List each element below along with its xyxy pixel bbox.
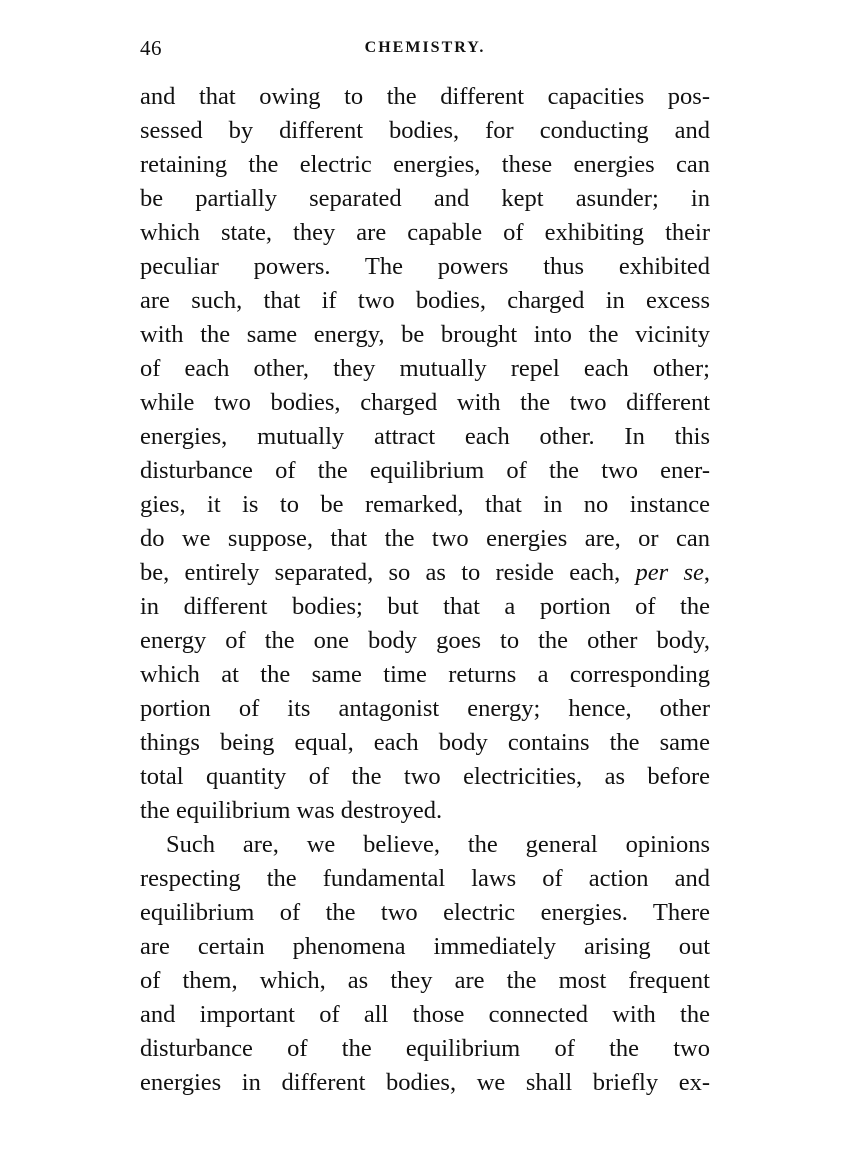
text-line: disturbance of the equilibrium of the two ener- (140, 457, 710, 484)
text-line: be, entirely separated, so as to reside each, per se, (140, 559, 710, 586)
page-number: 46 (140, 36, 162, 60)
running-title: CHEMISTRY. (364, 39, 486, 56)
text-line: sessed by different bodies, for conducting and (140, 117, 710, 144)
text-line: do we suppose, that the two energies are, or can (140, 525, 710, 552)
text-line: peculiar powers. The powers thus exhibited (140, 253, 710, 280)
text-line: total quantity of the two electricities, as before (140, 763, 710, 790)
text-line: respecting the fundamental laws of action and (140, 865, 710, 892)
paragraph-first-line: Such are, we believe, the general opinions (166, 831, 710, 858)
text-line: of each other, they mutually repel each other; (140, 355, 710, 382)
page-header (140, 36, 710, 62)
text-line: while two bodies, charged with the two different (140, 389, 710, 416)
text-line: are certain phenomena immediately arising out (140, 933, 710, 960)
text-line: with the same energy, be brought into the vicinity (140, 321, 710, 348)
text-line: energies in different bodies, we shall briefly ex- (140, 1069, 710, 1096)
text-line: energy of the one body goes to the other body, (140, 627, 710, 654)
text-line: and that owing to the different capacities pos- (140, 83, 710, 110)
text-line: which at the same time returns a corresponding (140, 661, 710, 688)
text-line: things being equal, each body contains the same (140, 729, 710, 756)
text-line: which state, they are capable of exhibiting their (140, 219, 710, 246)
text-line: gies, it is to be remarked, that in no instance (140, 491, 710, 518)
text-line: disturbance of the equilibrium of the two (140, 1035, 710, 1062)
text-line: and important of all those connected with the (140, 1001, 710, 1028)
text-line: of them, which, as they are the most frequent (140, 967, 710, 994)
text-line: portion of its antagonist energy; hence, other (140, 695, 710, 722)
paragraph-end-line: the equilibrium was destroyed. (140, 797, 443, 824)
body-text (140, 80, 710, 1100)
text-line: equilibrium of the two electric energies. There (140, 899, 710, 926)
text-line: are such, that if two bodies, charged in excess (140, 287, 710, 314)
text-line: retaining the electric energies, these energies can (140, 151, 710, 178)
text-line: in different bodies; but that a portion of the (140, 593, 710, 620)
text-line: energies, mutually attract each other. In this (140, 423, 710, 450)
text-line: be partially separated and kept asunder; in (140, 185, 710, 212)
